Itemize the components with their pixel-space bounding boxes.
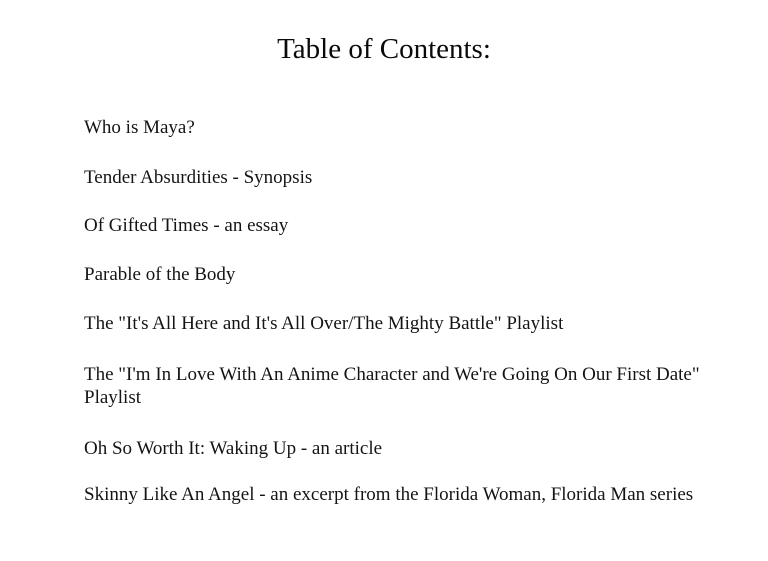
toc-entry[interactable]: The "I'm In Love With An Anime Character and We're Going On Our First Date" Playlist bbox=[84, 364, 700, 408]
toc-entry[interactable]: Oh So Worth It: Waking Up - an article bbox=[84, 438, 383, 459]
page-title: Table of Contents: bbox=[277, 33, 491, 65]
toc-entry[interactable]: Tender Absurdities - Synopsis bbox=[84, 167, 313, 188]
toc-entry[interactable]: Parable of the Body bbox=[84, 264, 236, 285]
toc-entry[interactable]: The "It's All Here and It's All Over/The Mighty Battle" Playlist bbox=[84, 313, 564, 334]
toc-entry[interactable]: Of Gifted Times - an essay bbox=[84, 215, 289, 236]
toc-entry[interactable]: Who is Maya? bbox=[84, 117, 195, 138]
toc-entry[interactable]: Skinny Like An Angel - an excerpt from the Florida Woman, Florida Man series bbox=[84, 484, 694, 505]
